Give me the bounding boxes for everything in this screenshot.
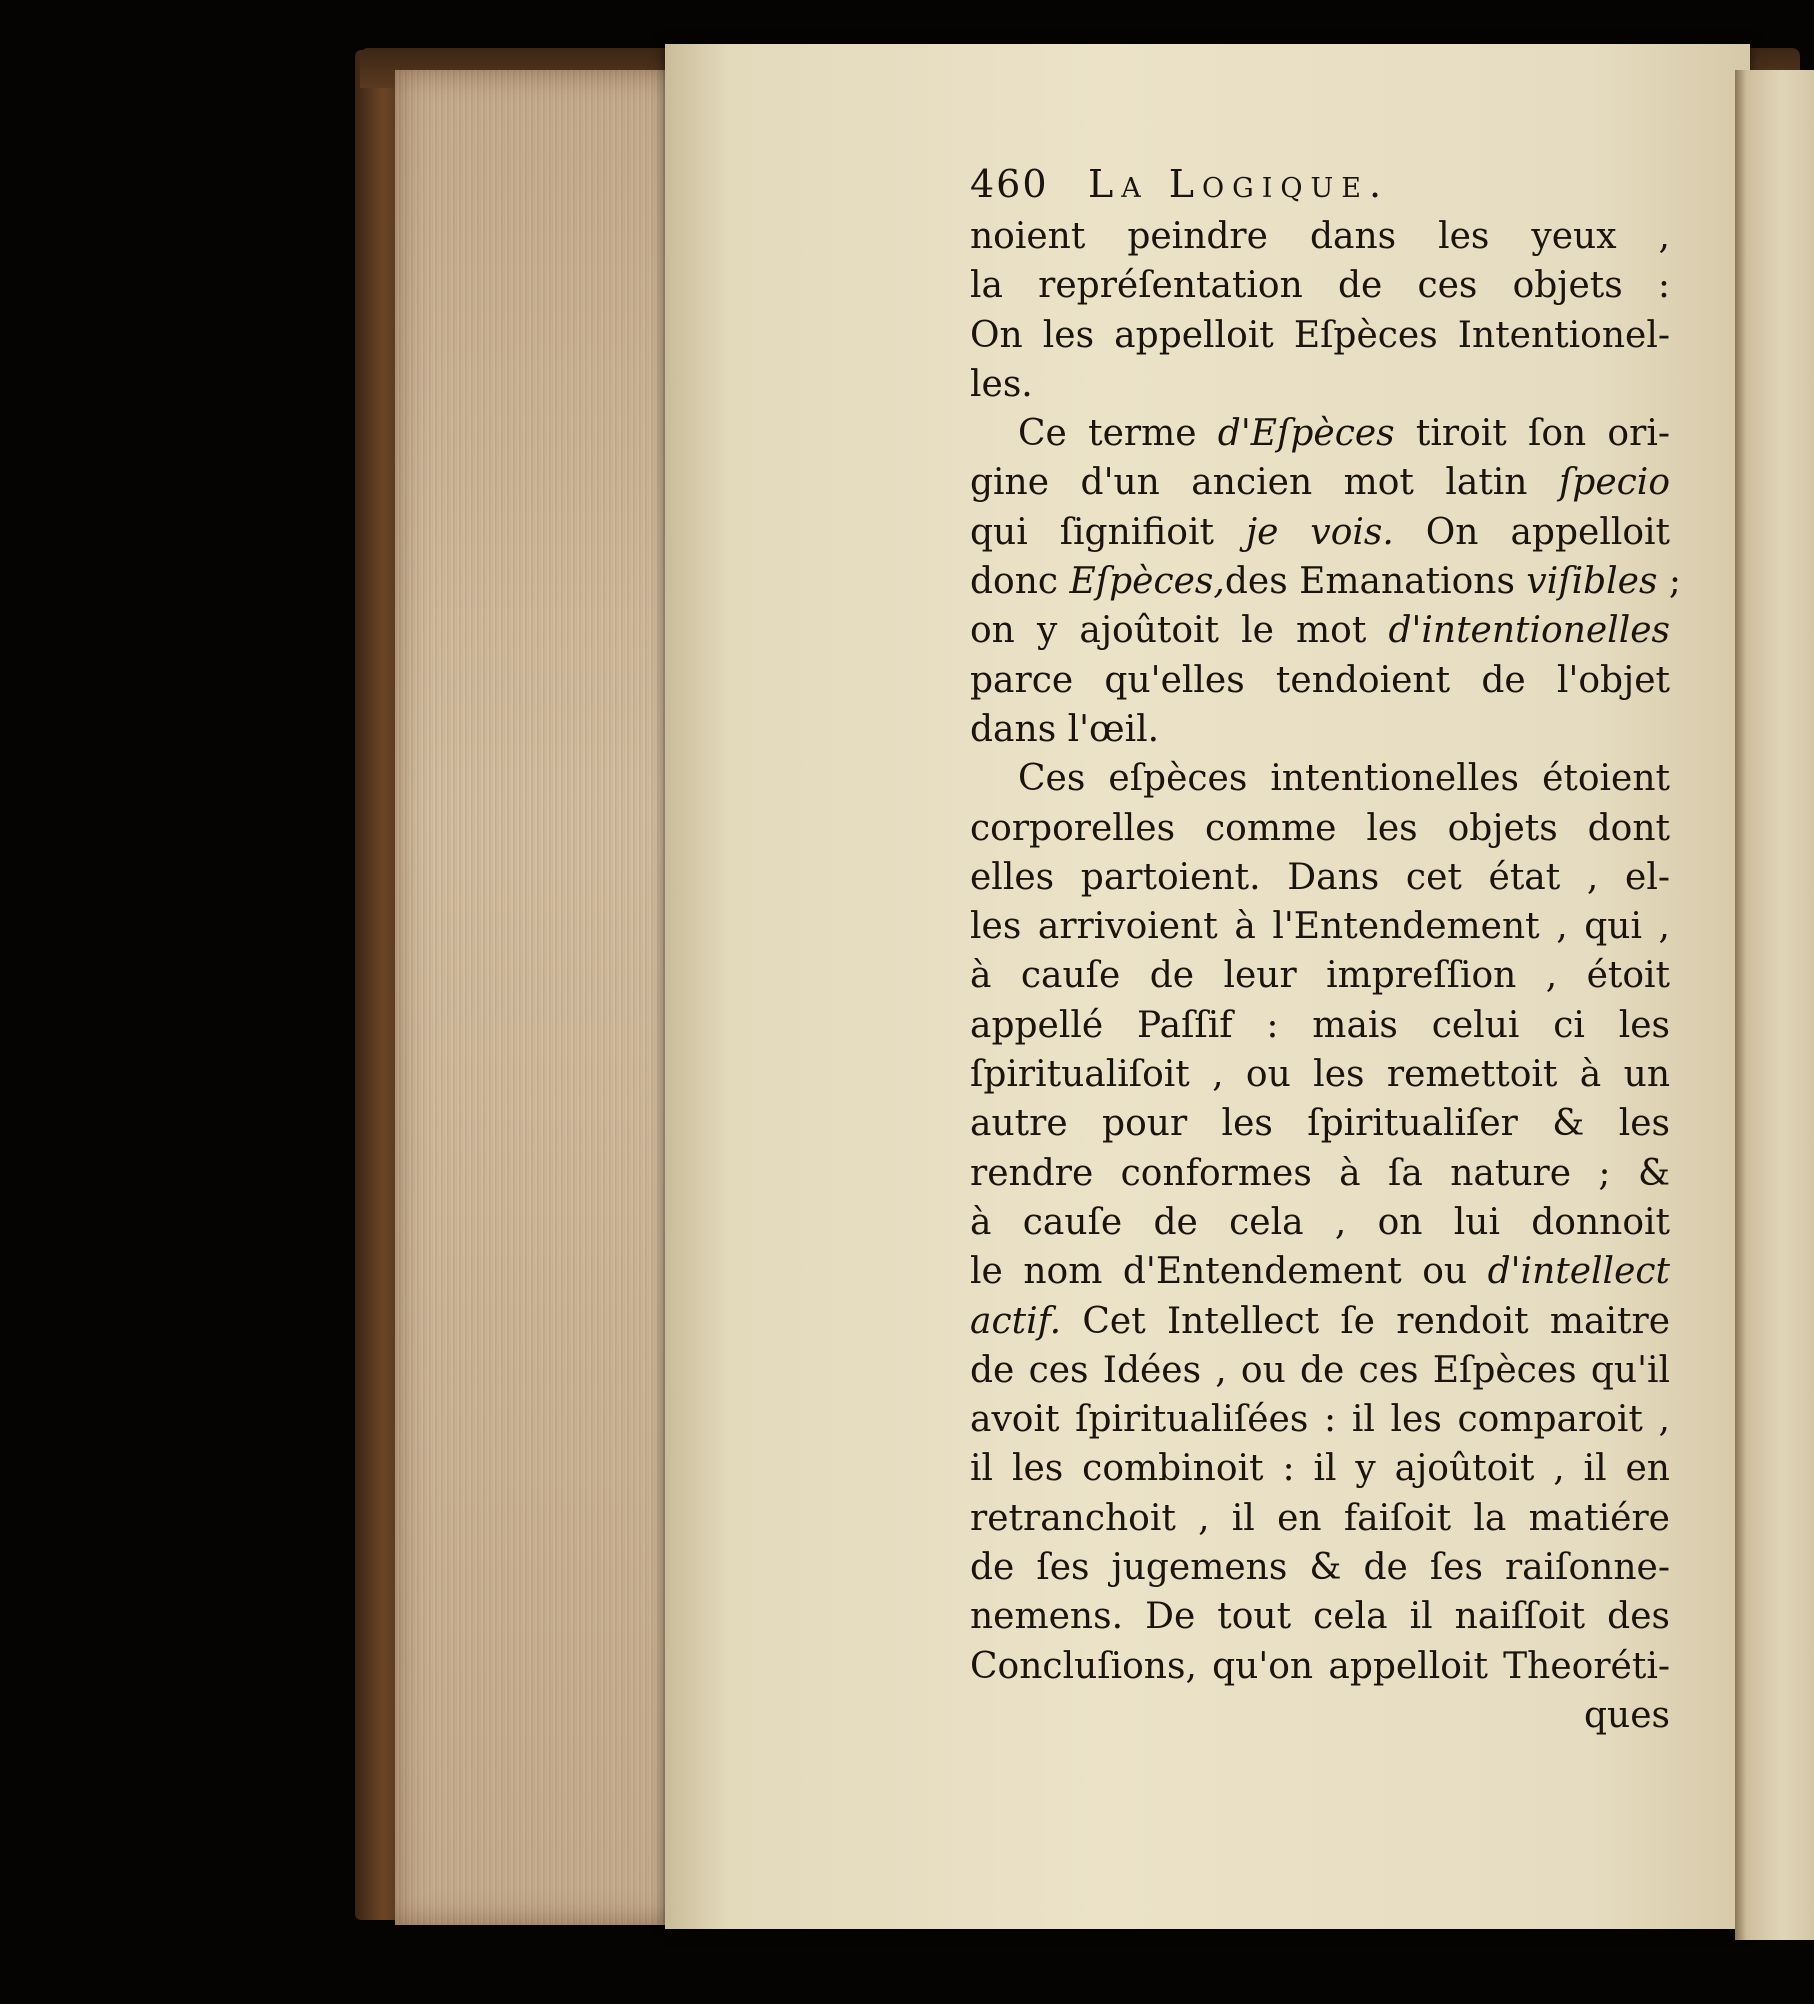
text-segment: les arrivoient à l'Entendement , qui , xyxy=(970,906,1670,948)
text-line xyxy=(970,1149,1670,1198)
text-line xyxy=(970,1198,1670,1247)
text-line xyxy=(970,458,1670,507)
text-line xyxy=(970,1297,1670,1346)
text-segment: les. xyxy=(970,363,1033,405)
text-segment: ſpiritualiſoit , ou les remettoit à un xyxy=(970,1054,1670,1096)
text-line xyxy=(970,1099,1670,1148)
text-line xyxy=(970,1494,1670,1543)
text-segment: retranchoit , il en faiſoit la matiére xyxy=(970,1497,1670,1539)
italic-text: je vois. xyxy=(1245,511,1394,553)
text-segment: on y ajoûtoit le mot xyxy=(970,610,1389,652)
text-segment: avoit ſpiritualiſées : il les comparoit , xyxy=(970,1399,1670,1441)
text-line xyxy=(970,1050,1670,1099)
running-title: La Logique. xyxy=(1088,162,1390,206)
text-line xyxy=(970,1642,1670,1691)
text-segment: qui ſignifioit xyxy=(970,511,1246,553)
italic-text: actif. xyxy=(970,1300,1062,1342)
text-line xyxy=(970,804,1670,853)
text-segment: Ce terme xyxy=(1018,413,1218,455)
italic-text: Eſpèces, xyxy=(1069,561,1225,603)
text-line xyxy=(970,1444,1670,1493)
text-line xyxy=(970,902,1670,951)
text-segment: la repréſentation de ces objets : xyxy=(970,265,1670,307)
text-segment: ; xyxy=(1657,561,1682,603)
text-segment: rendre conformes à ſa nature ; & xyxy=(970,1152,1670,1194)
italic-text: d'intentionelles xyxy=(1388,610,1670,652)
text-line xyxy=(970,1247,1670,1296)
text-segment: On les appelloit Eſpèces Intentionel- xyxy=(970,314,1670,356)
text-segment: dans l'œil. xyxy=(970,708,1160,750)
text-segment: de ſes jugemens & de ſes raiſonne- xyxy=(970,1547,1670,1589)
text-line xyxy=(970,508,1670,557)
text-segment: ques xyxy=(1583,1694,1670,1736)
italic-text: ſpecio xyxy=(1558,462,1670,504)
text-segment: On appelloit xyxy=(1393,511,1671,553)
text-line xyxy=(970,360,1670,409)
italic-text: d'intellect xyxy=(1487,1251,1670,1293)
text-line xyxy=(970,409,1670,458)
text-line xyxy=(970,853,1670,902)
italic-text: d'Eſpèces xyxy=(1217,413,1395,455)
text-segment: nemens. De tout cela il naiſſoit des xyxy=(970,1596,1670,1638)
text-line xyxy=(970,261,1670,310)
text-segment: elles partoient. Dans cet état , el- xyxy=(970,856,1670,898)
text-line xyxy=(970,754,1670,803)
text-segment: corporelles comme les objets dont xyxy=(970,807,1670,849)
page-header xyxy=(970,160,1670,212)
text-line xyxy=(970,212,1670,261)
facing-page-edge xyxy=(1735,70,1814,1940)
body-text xyxy=(970,212,1682,1740)
text-line xyxy=(970,1592,1670,1641)
text-segment: des Emanations xyxy=(1224,561,1527,603)
text-segment: de ces Idées , ou de ces Eſpèces qu'il xyxy=(970,1349,1670,1391)
text-segment: à cauſe de cela , on lui donnoit xyxy=(970,1201,1670,1243)
text-segment: à cauſe de leur impreſſion , étoit xyxy=(970,955,1670,997)
text-line xyxy=(970,951,1670,1000)
text-segment: autre pour les ſpiritualiſer & les xyxy=(970,1103,1670,1145)
text-segment: gine d'un ancien mot latin xyxy=(970,462,1559,504)
text-segment: tiroit ſon ori- xyxy=(1394,413,1670,455)
text-segment: noient peindre dans les yeux , xyxy=(970,216,1670,257)
text-segment: appellé Paſſif : mais celui ci les xyxy=(970,1004,1670,1046)
italic-text: viſibles xyxy=(1526,561,1658,603)
text-line xyxy=(970,606,1670,655)
text-line xyxy=(970,1346,1670,1395)
text-segment: donc xyxy=(970,561,1070,603)
text-segment: Concluſions, qu'on appelloit Theoréti- xyxy=(970,1645,1670,1687)
text-segment: Cet Intellect ſe rendoit maitre xyxy=(1061,1300,1670,1342)
text-segment: le nom d'Entendement ou xyxy=(970,1251,1488,1293)
text-line xyxy=(970,1395,1670,1444)
text-line xyxy=(970,557,1682,606)
text-line xyxy=(970,656,1670,705)
text-line xyxy=(970,1001,1670,1050)
text-line xyxy=(970,311,1670,360)
text-line xyxy=(970,705,1670,754)
text-line xyxy=(970,1543,1670,1592)
page-number: 460 xyxy=(970,162,1049,206)
text-line xyxy=(970,1691,1670,1740)
page-text xyxy=(970,160,1682,1740)
text-segment: il les combinoit : il y ajoûtoit , il en xyxy=(970,1448,1670,1490)
text-segment: Ces eſpèces intentionelles étoient xyxy=(1018,758,1670,800)
text-segment: parce qu'elles tendoient de l'objet xyxy=(970,659,1670,701)
